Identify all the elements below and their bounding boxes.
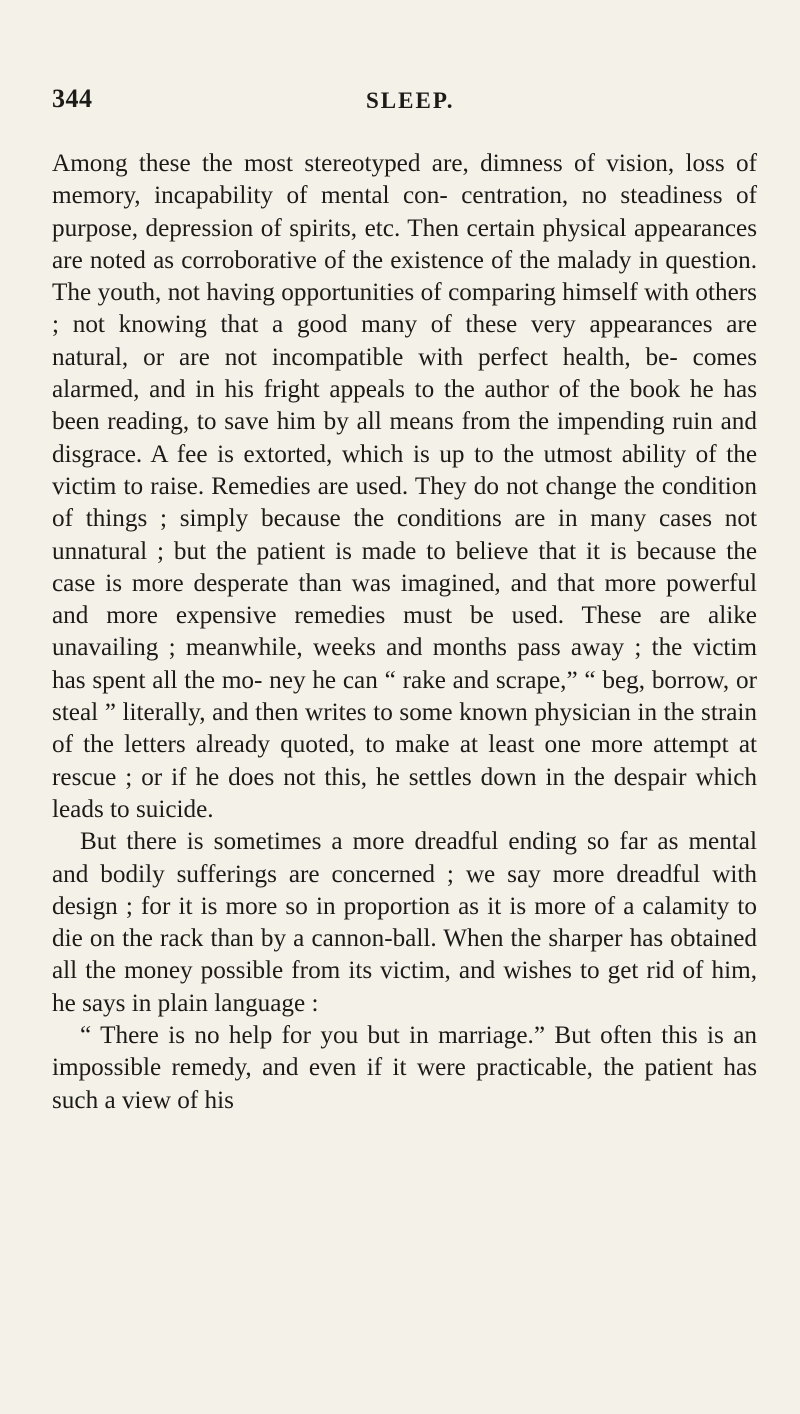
page-header <box>52 84 752 124</box>
paragraph: Among these the most stereotyped are, dimness of vision, loss of memory, incapability of mental con- centration, no steadiness of purpose, depression of spirits, etc. Then certain physical appearances are noted as corroborative of the existence of the malady in question. The youth, not having opportunities of comparing himself with others ; not knowing that a good many of these very appearances are natural, or are not incompatible with perfect health, be- comes alarmed, and in his fright appeals to the author of the book he has been reading, to save him by all means from the impending ruin and disgrace. A fee is extorted, which is up to the utmost ability of the victim to raise. Remedies are used. They do not change the condition of things ; simply because the conditions are in many cases not unnatural ; but the patient is made to believe that it is because the case is more desperate than was imagined, and that more powerful and more expensive remedies must be used. These are alike unavailing ; meanwhile, weeks and months pass away ; the victim has spent all the mo- ney he can “ rake and scrape,” “ beg, borrow, or steal ” literally, and then writes to some known physician in the strain of the letters already quoted, to make at least one more attempt at rescue ; or if he does not this, he settles down in the despair which leads to suicide. <box>52 150 757 823</box>
page-number: 344 <box>52 84 93 113</box>
running-head: SLEEP. <box>366 88 455 113</box>
paragraph: “ There is no help for you but in marriage.” But often this is an impossible remedy, and even if it were practicable, the patient has such a view of his <box>52 1022 757 1114</box>
body-text <box>52 148 757 1117</box>
paragraph: But there is sometimes a more dreadful ending so far as mental and bodily sufferings are concerned ; we say more dreadful with design ; for it is more so in proportion as it is more of a calamity to die on the rack than by a cannon-ball. When the sharper has obtained all the money possible from its victim, and wishes to get rid of him, he says in plain language : <box>52 828 757 1017</box>
